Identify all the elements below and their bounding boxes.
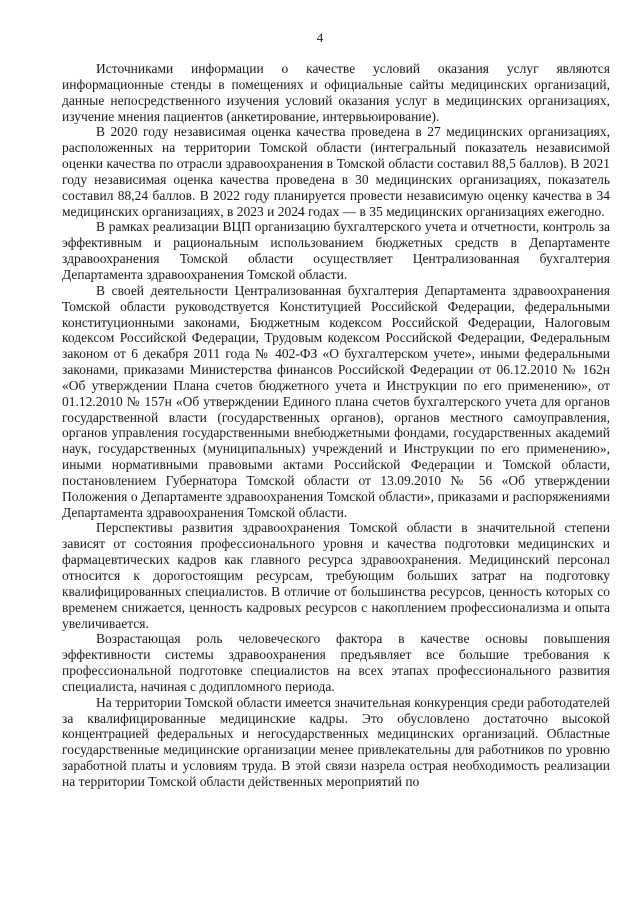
- document-body: [62, 61, 610, 790]
- paragraph-personnel-prospects: Перспективы развития здравоохранения Томской области в значительной степени зависят от состояния профессионального уровня и качества подготовки медицинских и фармацевтических кадров как главного ресурса здравоохранения. Медицинский персонал относится к дорогостоящим ресурсам, требующим больших затрат на подготовку квалифицированных специалистов. В отличие от большинства ресурсов, ценность которых со временем снижается, ценность кадровых ресурсов с накоплением профессионализма и опыта увеличивается.: [62, 520, 610, 631]
- paragraph-human-factor: Возрастающая роль человеческого фактора в качестве основы повышения эффективности системы здравоохранения предъявляет все большие требования к профессиональной подготовке специалистов на всех этапах профессионального развития специалиста, начиная с додипломного периода.: [62, 631, 610, 694]
- page-number: 4: [316, 30, 324, 45]
- paragraph-legal-basis: В своей деятельности Централизованная бухгалтерия Департамента здравоохранения Томской области руководствуется Конституцией Российской Федерации, федеральными конституционными законами, Бюджетным кодексом Российской Федерации, Налоговым кодексом Российской Федерации, Трудовым кодексом Российской Федерации, Федеральным законом от 6 декабря 2011 года № 402-ФЗ «О бухгалтерском учете», иными федеральными законами, приказами Министерства финансов Российской Федерации от 06.12.2010 № 162н «Об утверждении Плана счетов бюджетного учета и Инструкции по его применению», от 01.12.2010 № 157н «Об утверждении Единого плана счетов бухгалтерского учета для органов государственной власти (государственных органов), органов местного самоуправления, органов управления государственными внебюджетными фондами, государственных академий наук, государственных (муниципальных) учреждений и Инструкции по его применению», иными нормативными правовыми актами Российской Федерации и Томской области, постановлением Губернатора Томской области от 13.09.2010 № 56 «Об утверждении Положения о Департаменте здравоохранения Томской области», приказами и распоряжениями Департамента здравоохранения Томской области.: [62, 282, 610, 520]
- paragraph-quality-assessment: В 2020 году независимая оценка качества проведена в 27 медицинских организациях, расположенных на территории Томской области (интегральный показатель независимой оценки качества по отрасли здравоохранения в Томской области составил 88,5 баллов). В 2021 году независимая оценка качества проведена в 30 медицинских организациях, показатель составил 88,24 баллов. В 2022 году планируется провести независимую оценку качества в 34 медицинских организациях, в 2023 и 2024 годах — в 35 медицинских организациях ежегодно.: [62, 124, 610, 219]
- paragraph-accounting-control: В рамках реализации ВЦП организацию бухгалтерского учета и отчетности, контроль за эффективным и рациональным использованием бюджетных средств в Департаменте здравоохранения Томской области осуществляет Централизованная бухгалтерия Департамента здравоохранения Томской области.: [62, 219, 610, 282]
- paragraph-competition: На территории Томской области имеется значительная конкуренция среди работодателей за квалифицированные медицинские кадры. Это обусловлено достаточно высокой концентрацией федеральных и негосударственных медицинских организаций. Областные государственные медицинские организации менее привлекательны для работников по уровню заработной платы и условиям труда. В этой связи назрела острая необходимость реализации на территории Томской области действенных мероприятий по: [62, 694, 610, 789]
- paragraph-information-sources: Источниками информации о качестве условий оказания услуг являются информационные стенды в помещениях и официальные сайты медицинских организаций, данные непосредственного изучения условий оказания услуг в медицинских организациях, изучение мнения пациентов (анкетирование, интервьюирование).: [62, 61, 610, 124]
